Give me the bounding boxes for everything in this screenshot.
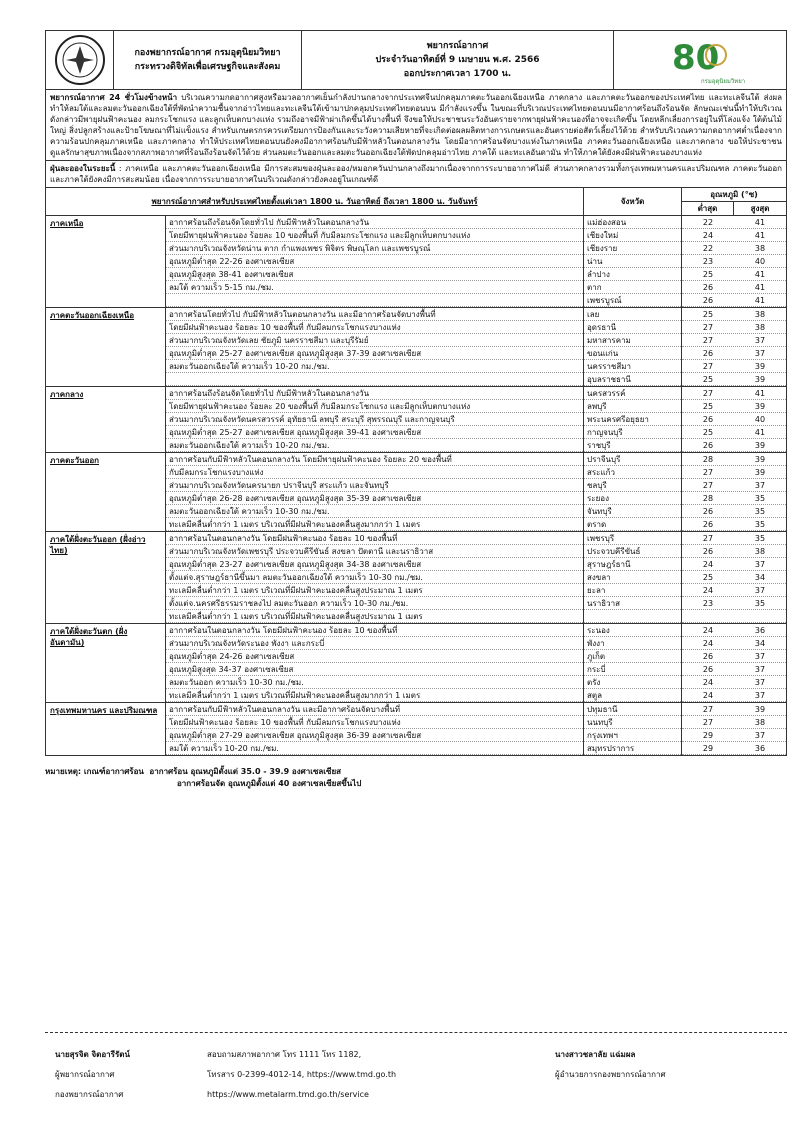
province-name: อุบลราชธานี xyxy=(584,373,681,386)
description-line: อากาศร้อนกับมีฟ้าหลัวในตอนกลางวัน และมีอากาศร้อนจัดบางพื้นที่ xyxy=(166,703,583,716)
province-column xyxy=(584,387,682,452)
temperature-column xyxy=(682,308,786,386)
province-name: เพชรบุรี xyxy=(584,532,681,545)
contact-fax-web: โทรสาร 0-2399-4012-14, https://www.tmd.go.th xyxy=(207,1070,397,1079)
max-temp: 39 xyxy=(754,402,766,411)
description-line: ทะเลมีคลื่นต่ำกว่า 1 เมตร บริเวณที่มีฝนฟ้าคะนองคลื่นสูงมากกว่า 1 เมตร xyxy=(166,518,583,531)
province-name: สมุทรปราการ xyxy=(584,742,681,755)
table-title: พยากรณ์อากาศสำหรับประเทศไทยตั้งแต่เวลา 1800 น. วันอาทิตย์ ถึงเวลา 1800 น. วันจันทร์ xyxy=(46,188,584,215)
min-temp xyxy=(682,610,734,622)
description-line: ลมใต้ ความเร็ว 5-15 กม./ชม. xyxy=(166,281,583,294)
min-temp: 25 xyxy=(702,375,714,384)
region-name: ภาคใต้ฝั่งตะวันออก (ฝั่งอ่าวไทย) xyxy=(46,532,166,623)
min-temp: 24 xyxy=(702,678,714,687)
province-name: นราธิวาส xyxy=(584,597,681,610)
description-line: โดยมีพายุฝนฟ้าคะนอง ร้อยละ 20 ของพื้นที่ กับมีลมกระโชกแรง และมีลูกเห็บตกบางแห่ง xyxy=(166,400,583,413)
note-label: หมายเหตุ: เกณฑ์อากาศร้อน xyxy=(45,767,144,776)
min-temp: 26 xyxy=(702,415,714,424)
temperature-row xyxy=(682,294,786,307)
document-title: พยากรณ์อากาศ xyxy=(426,41,489,51)
director-role: ผู้อำนวยการกองพยากรณ์อากาศ xyxy=(555,1070,666,1079)
summary-text: บริเวณความกดอากาศสูงหรือมวลอากาศเย็นกำลังปานกลางจากประเทศจีนปกคลุมภาคตะวันออกเฉียงเหนือ ภาคกลาง และภาคตะวันออกของประเทศไทย และทะเลจีนใต้ ส่งผลทำให้ลมใต้และลมตะวันออกเฉียงใต้ที่พัดนำความชื้นจากอ่าวไทยและทะเลจีนใต้เข้ามาปกคลุมประเทศไทยตอนบน มีกำลังแรงขึ้น ในขณะที่บริเวณประเทศไทยตอนบนมีอากาศร้อนถึงร้อนจัด ลักษณะเช่นนี้ทำให้บริเวณดังกล่าวมีพายุฝนฟ้าคะนอง ลมกระโชกแรง และลูกเห็บตกบางแห่ง รวมถึงอาจมีฟ้าผ่าเกิดขึ้นได้บางพื้นที่ จึงขอให้ประชาชนระวังอันตรายจากพายุฝนฟ้าคะนองที่อาจจะเกิดขึ้น โดยหลีกเลี่ยงการอยู่ในที่โล่งแจ้ง ใต้ต้นไม้ใหญ่ สิ่งปลูกสร้างและป้ายโฆษณาที่ไม่แข็งแรง สำหรับเกษตรกรควรเตรียมการป้องกันและระวังความเสียหายที่จะเกิดต่อผลผลิตทางการเกษตรและอันตรายต่อสัตว์เลี้ยงไว้ด้วย สำหรับบริเวณความกดอากาศต่ำเนื่องจากความร้อนปกคลุมภาคเหนือ และภาคกลาง ทำให้ประเทศไทยตอนบนยังคงมีอากาศร้อนกับมีฟ้าหลัวในตอนกลางวัน โดยมีอากาศร้อนจัดบางแห่งในภาคเหนือ ภาคตะวันออกเฉียงเหนือ และภาคกลาง ขอให้ประชาชนดูแลรักษาสุขภาพเนื่องจากสภาพอากาศที่ร้อนถึงร้อนจัดไว้ด้วย ส่วนลมตะวันออกและลมตะวันออกเฉียงใต้พัดปกคลุมอ่าวไทย ภาคใต้ และทะเลอันดามัน ทำให้ภาคใต้ยังคงมีฝนฟ้าคะนองบางแห่ง xyxy=(50,93,783,157)
min-temp: 27 xyxy=(702,389,714,398)
province-name: จันทบุรี xyxy=(584,505,681,518)
description-line: ตั้งแต่จ.สุราษฎร์ธานีขึ้นมา ลมตะวันออกเฉียงใต้ ความเร็ว 10-30 กม./ชม. xyxy=(166,571,583,584)
description-line: อากาศร้อนถึงร้อนจัดโดยทั่วไป กับมีฟ้าหลัวในตอนกลางวัน xyxy=(166,216,583,229)
province-name: ชลบุรี xyxy=(584,479,681,492)
region-row xyxy=(46,453,786,532)
region-row xyxy=(46,624,786,703)
forecast-document xyxy=(45,30,787,790)
province-column xyxy=(584,703,682,755)
region-row xyxy=(46,703,786,755)
temperature-row xyxy=(682,268,786,281)
max-temp: 37 xyxy=(754,586,766,595)
forecaster-dept: กองพยากรณ์อากาศ xyxy=(55,1090,124,1099)
min-temp: 27 xyxy=(702,323,714,332)
province-column xyxy=(584,308,682,386)
summary-paragraph xyxy=(45,90,787,161)
max-temp: 36 xyxy=(754,744,766,753)
province-column xyxy=(584,453,682,531)
max-temp: 37 xyxy=(754,349,766,358)
max-temp: 41 xyxy=(754,296,766,305)
province-name: เลย xyxy=(584,308,681,321)
description-line: ส่วนมากบริเวณจังหวัดนครสวรรค์ อุทัยธานี ลพบุรี สระบุรี สุพรรณบุรี และกาญจนบุรี xyxy=(166,413,583,426)
province-name: ปทุมธานี xyxy=(584,703,681,716)
region-description xyxy=(166,532,584,623)
contact-phone: สอบถามสภาพอากาศ โทร 1111 โทร 1182, xyxy=(207,1050,362,1059)
province-name: แม่ฮ่องสอน xyxy=(584,216,681,229)
province-name: เพชรบูรณ์ xyxy=(584,294,681,307)
region-row xyxy=(46,216,786,308)
max-temp: 35 xyxy=(754,520,766,529)
province-name xyxy=(584,610,681,623)
description-line: โดยมีฝนฟ้าคะนอง ร้อยละ 10 ของพื้นที่ กับมีลมกระโชกแรงบางแห่ง xyxy=(166,321,583,334)
max-temp: 40 xyxy=(754,257,766,266)
province-name: กระบี่ xyxy=(584,663,681,676)
min-temp: 23 xyxy=(702,257,714,266)
temperature-row xyxy=(682,624,786,637)
province-name: ลำปาง xyxy=(584,268,681,281)
min-temp: 26 xyxy=(702,520,714,529)
province-name: ระยอง xyxy=(584,492,681,505)
document-header xyxy=(45,30,787,90)
province-name: ราชบุรี xyxy=(584,439,681,452)
temperature-row xyxy=(682,558,786,571)
temperature-column xyxy=(682,453,786,531)
province-name: ระนอง xyxy=(584,624,681,637)
temperature-row xyxy=(682,505,786,518)
province-name: เชียงใหม่ xyxy=(584,229,681,242)
description-line: ทะเลมีคลื่นต่ำกว่า 1 เมตร บริเวณที่มีฝนฟ้าคะนองคลื่นสูงมากกว่า 1 เมตร xyxy=(166,689,583,702)
min-temp: 23 xyxy=(702,599,714,608)
max-temp: 37 xyxy=(754,665,766,674)
temperature-row xyxy=(682,229,786,242)
temperature-row xyxy=(682,308,786,321)
org-line-1: กองพยากรณ์อากาศ กรมอุตุนิยมวิทยา xyxy=(134,48,281,58)
description-line xyxy=(166,373,583,386)
temp-header-label: อุณหภูมิ (°ซ) xyxy=(710,190,758,199)
min-temp: 26 xyxy=(702,547,714,556)
temperature-row xyxy=(682,242,786,255)
region-name: ภาคกลาง xyxy=(46,387,166,452)
temperature-row xyxy=(682,663,786,676)
province-name: ตาก xyxy=(584,281,681,294)
province-column xyxy=(584,532,682,623)
description-line: ทะเลมีคลื่นต่ำกว่า 1 เมตร บริเวณที่มีฝนฟ้าคะนองคลื่นสูงประมาณ 1 เมตร xyxy=(166,610,583,623)
temperature-row xyxy=(682,321,786,334)
description-line: อากาศร้อนถึงร้อนจัดโดยทั่วไป กับมีฟ้าหลัวในตอนกลางวัน xyxy=(166,387,583,400)
province-column xyxy=(584,624,682,702)
contact-service-link[interactable]: https://www.metalarm.tmd.go.th/service xyxy=(207,1090,369,1099)
region-row xyxy=(46,308,786,387)
description-line: อุณหภูมิสูงสุด 34-37 องศาเซลเซียส xyxy=(166,663,583,676)
min-temp: 26 xyxy=(702,283,714,292)
dust-lead: ฝุ่นละอองในระยะนี้ xyxy=(50,164,116,173)
temperature-row xyxy=(682,729,786,742)
min-temp: 25 xyxy=(702,270,714,279)
max-temp: 38 xyxy=(754,718,766,727)
province-name: นครราชสีมา xyxy=(584,360,681,373)
temperature-column xyxy=(682,387,786,452)
description-line: อุณหภูมิต่ำสุด 22-26 องศาเซลเซียส xyxy=(166,255,583,268)
region-name: ภาคตะวันออกเฉียงเหนือ xyxy=(46,308,166,386)
forecaster-name: นายสุรจิต จิตอารีรัตน์ xyxy=(55,1050,130,1059)
logo-text: กรมอุตุนิยมวิทยา xyxy=(701,78,746,85)
max-temp: 37 xyxy=(754,691,766,700)
max-header: สูงสุด xyxy=(750,204,770,213)
province-name: สุราษฎร์ธานี xyxy=(584,558,681,571)
temperature-row xyxy=(682,518,786,531)
temperature-column xyxy=(682,624,786,702)
temperature-row xyxy=(682,584,786,597)
summary-lead: พยากรณ์อากาศ 24 ชั่วโมงข้างหน้า xyxy=(50,93,178,102)
description-line: ลมตะวันออกเฉียงใต้ ความเร็ว 10-20 กม./ชม. xyxy=(166,360,583,373)
max-temp: 41 xyxy=(754,389,766,398)
temperature-row xyxy=(682,637,786,650)
min-temp: 26 xyxy=(702,349,714,358)
min-temp: 27 xyxy=(702,468,714,477)
max-temp: 40 xyxy=(754,415,766,424)
min-temp: 24 xyxy=(702,560,714,569)
province-name: สระแก้ว xyxy=(584,466,681,479)
temperature-row xyxy=(682,439,786,452)
description-line: อากาศร้อนในตอนกลางวัน โดยมีฝนฟ้าคะนอง ร้อยละ 10 ของพื้นที่ xyxy=(166,624,583,637)
temperature-row xyxy=(682,466,786,479)
temperature-row xyxy=(682,689,786,702)
temperature-row xyxy=(682,703,786,716)
province-name: นนทบุรี xyxy=(584,716,681,729)
min-temp: 25 xyxy=(702,428,714,437)
province-name: พระนครศรีอยุธยา xyxy=(584,413,681,426)
note-block xyxy=(45,766,787,790)
temperature-row xyxy=(682,413,786,426)
province-name: น่าน xyxy=(584,255,681,268)
description-line: ลมตะวันออก ความเร็ว 10-30 กม./ชม. xyxy=(166,676,583,689)
max-temp: 35 xyxy=(754,507,766,516)
org-line-2: กระทรวงดิจิทัลเพื่อเศรษฐกิจและสังคม xyxy=(134,62,281,72)
province-name: อุดรธานี xyxy=(584,321,681,334)
description-line: ทะเลมีคลื่นต่ำกว่า 1 เมตร บริเวณที่มีฝนฟ้าคะนองคลื่นสูงประมาณ 1 เมตร xyxy=(166,584,583,597)
dust-paragraph xyxy=(45,161,787,188)
min-temp: 26 xyxy=(702,296,714,305)
temperature-column xyxy=(682,216,786,307)
province-name: กรุงเทพฯ xyxy=(584,729,681,742)
province-name: สงขลา xyxy=(584,571,681,584)
max-temp: 37 xyxy=(754,560,766,569)
min-temp: 26 xyxy=(702,507,714,516)
description-line: ลมตะวันออกเฉียงใต้ ความเร็ว 10-30 กม./ชม. xyxy=(166,505,583,518)
description-line: ส่วนมากบริเวณจังหวัดเพชรบุรี ประจวบคีรีขันธ์ สงขลา ปัตตานี และนราธิวาส xyxy=(166,545,583,558)
max-temp: 38 xyxy=(754,310,766,319)
province-name: พังงา xyxy=(584,637,681,650)
max-temp: 38 xyxy=(754,547,766,556)
description-line: อุณหภูมิต่ำสุด 26-28 องศาเซลเซียส อุณหภูมิสูงสุด 35-39 องศาเซลเซียส xyxy=(166,492,583,505)
province-name: นครสวรรค์ xyxy=(584,387,681,400)
min-temp: 25 xyxy=(702,310,714,319)
temperature-row xyxy=(682,281,786,294)
description-line: ส่วนมากบริเวณจังหวัดระนอง พังงา และกระบี่ xyxy=(166,637,583,650)
temperature-row xyxy=(682,597,786,610)
temperature-row xyxy=(682,545,786,558)
province-name: ปราจีนบุรี xyxy=(584,453,681,466)
province-name: สตูล xyxy=(584,689,681,702)
min-temp: 24 xyxy=(702,626,714,635)
description-line: อากาศร้อนกับมีฟ้าหลัวในตอนกลางวัน โดยมีพายุฝนฟ้าคะนอง ร้อยละ 20 ของพื้นที่ xyxy=(166,453,583,466)
temperature-row xyxy=(682,453,786,466)
min-temp: 28 xyxy=(702,494,714,503)
max-temp: 35 xyxy=(754,599,766,608)
temperature-row xyxy=(682,334,786,347)
min-temp: 24 xyxy=(702,691,714,700)
min-temp: 25 xyxy=(702,573,714,582)
temperature-row xyxy=(682,387,786,400)
region-name: กรุงเทพมหานคร และปริมณฑล xyxy=(46,703,166,755)
description-line: อุณหภูมิต่ำสุด 27-29 องศาเซลเซียส อุณหภูมิสูงสุด 36-39 องศาเซลเซียส xyxy=(166,729,583,742)
temperature-column xyxy=(682,532,786,623)
max-temp: 37 xyxy=(754,731,766,740)
temperature-row xyxy=(682,676,786,689)
description-line: ลมใต้ ความเร็ว 10-20 กม./ชม. xyxy=(166,742,583,755)
province-column xyxy=(584,216,682,307)
region-description xyxy=(166,453,584,531)
dust-text: : ภาคเหนือ และภาคตะวันออกเฉียงเหนือ มีการสะสมของฝุ่นละออง/หมอกควันปานกลางถึงมากเนื่องจากการระบายอากาศไม่ดี ส่วนภาคกลางรวมทั้งกรุงเทพมหานครและปริมณฑล ภาคตะวันออกและภาคใต้ยังคงมีการสะสมน้อย เนื่องจากการระบายอากาศในบริเวณดังกล่าวยังคงอยู่ในเกณฑ์ดี xyxy=(50,164,783,184)
tmd-seal-logo xyxy=(46,31,114,89)
forecast-table xyxy=(45,188,787,756)
province-name: ยะลา xyxy=(584,584,681,597)
table-header xyxy=(46,188,786,216)
region-description xyxy=(166,308,584,386)
temperature-row xyxy=(682,255,786,268)
description-line: โดยมีฝนฟ้าคะนอง ร้อยละ 10 ของพื้นที่ กับมีลมกระโชกแรงบางแห่ง xyxy=(166,716,583,729)
temperature-row xyxy=(682,532,786,545)
max-temp: 34 xyxy=(754,639,766,648)
description-line: ลมตะวันออกเฉียงใต้ ความเร็ว 10-20 กม./ชม. xyxy=(166,439,583,452)
max-temp: 38 xyxy=(754,244,766,253)
region-row xyxy=(46,532,786,624)
temperature-row xyxy=(682,216,786,229)
province-name: ตรัง xyxy=(584,676,681,689)
note-line-1: อากาศร้อน อุณหภูมิตั้งแต่ 35.0 - 39.9 องศาเซลเซียส xyxy=(149,767,342,776)
description-line: ส่วนมากบริเวณจังหวัดเลย ชัยภูมิ นครราชสีมา และบุรีรัมย์ xyxy=(166,334,583,347)
anniversary-logo xyxy=(614,31,788,89)
description-line: อุณหภูมิสูงสุด 38-41 องศาเซลเซียส xyxy=(166,268,583,281)
temperature-row xyxy=(682,347,786,360)
min-temp: 22 xyxy=(702,244,714,253)
temperature-row xyxy=(682,479,786,492)
region-name: ภาคตะวันออก xyxy=(46,453,166,531)
min-temp: 24 xyxy=(702,586,714,595)
region-rows xyxy=(46,216,786,755)
min-temp: 27 xyxy=(702,481,714,490)
document-footer xyxy=(55,1045,755,1105)
region-name: ภาคเหนือ xyxy=(46,216,166,307)
max-temp: 39 xyxy=(754,705,766,714)
max-temp: 41 xyxy=(754,428,766,437)
logo-number: 80 xyxy=(672,38,720,78)
description-line: อุณหภูมิต่ำสุด 24-26 องศาเซลเซียส xyxy=(166,650,583,663)
temperature-row xyxy=(682,492,786,505)
min-temp: 24 xyxy=(702,231,714,240)
forecaster-role: ผู้พยากรณ์อากาศ xyxy=(55,1070,115,1079)
region-name: ภาคใต้ฝั่งตะวันตก (ฝั่งอันดามัน) xyxy=(46,624,166,702)
description-line: กับมีลมกระโชกแรงบางแห่ง xyxy=(166,466,583,479)
temperature-row xyxy=(682,373,786,386)
max-temp: 39 xyxy=(754,362,766,371)
temperature-column xyxy=(682,703,786,755)
description-line xyxy=(166,294,583,307)
province-name: มหาสารคาม xyxy=(584,334,681,347)
max-temp: 41 xyxy=(754,218,766,227)
region-row xyxy=(46,387,786,453)
min-temp: 25 xyxy=(702,402,714,411)
max-temp: 35 xyxy=(754,534,766,543)
temperature-row xyxy=(682,742,786,755)
temperature-row xyxy=(682,716,786,729)
max-temp: 41 xyxy=(754,231,766,240)
min-temp: 27 xyxy=(702,534,714,543)
province-header: จังหวัด xyxy=(584,188,682,215)
min-temp: 29 xyxy=(702,744,714,753)
min-temp: 26 xyxy=(702,665,714,674)
max-temp: 39 xyxy=(754,468,766,477)
max-temp: 36 xyxy=(754,626,766,635)
min-header: ต่ำสุด xyxy=(682,202,734,215)
max-temp xyxy=(734,610,786,622)
max-temp: 37 xyxy=(754,652,766,661)
temperature-row xyxy=(682,400,786,413)
province-name: ภูเก็ต xyxy=(584,650,681,663)
max-temp: 39 xyxy=(754,455,766,464)
max-temp: 39 xyxy=(754,375,766,384)
max-temp: 34 xyxy=(754,573,766,582)
max-temp: 39 xyxy=(754,441,766,450)
organization-name xyxy=(114,31,302,89)
issue-time: ออกประกาศเวลา 1700 น. xyxy=(403,69,512,79)
min-temp: 26 xyxy=(702,652,714,661)
temperature-header xyxy=(682,188,786,215)
province-name: ลพบุรี xyxy=(584,400,681,413)
min-temp: 22 xyxy=(702,218,714,227)
description-line: ส่วนมากบริเวณจังหวัดนครนายก ปราจีนบุรี สระแก้ว และจันทบุรี xyxy=(166,479,583,492)
document-title-block xyxy=(302,31,614,89)
max-temp: 37 xyxy=(754,481,766,490)
min-temp: 27 xyxy=(702,336,714,345)
region-description xyxy=(166,624,584,702)
region-description xyxy=(166,216,584,307)
min-temp: 29 xyxy=(702,731,714,740)
description-line: อากาศร้อนในตอนกลางวัน โดยมีฝนฟ้าคะนอง ร้อยละ 10 ของพื้นที่ xyxy=(166,532,583,545)
description-line: อุณหภูมิต่ำสุด 25-27 องศาเซลเซียส อุณหภูมิสูงสุด 39-41 องศาเซลเซียส xyxy=(166,426,583,439)
min-temp: 26 xyxy=(702,441,714,450)
max-temp: 37 xyxy=(754,336,766,345)
max-temp: 38 xyxy=(754,323,766,332)
max-temp: 37 xyxy=(754,678,766,687)
temperature-row xyxy=(682,360,786,373)
max-temp: 41 xyxy=(754,270,766,279)
temperature-row xyxy=(682,650,786,663)
province-name: ขอนแก่น xyxy=(584,347,681,360)
min-temp: 28 xyxy=(702,455,714,464)
max-temp: 35 xyxy=(754,494,766,503)
min-temp: 27 xyxy=(702,362,714,371)
description-line: ตั้งแต่จ.นครศรีธรรมราชลงไป ลมตะวันออก ความเร็ว 10-30 กม./ชม. xyxy=(166,597,583,610)
temperature-row xyxy=(682,571,786,584)
province-name: กาญจนบุรี xyxy=(584,426,681,439)
min-temp: 27 xyxy=(702,718,714,727)
director-name: นางสาวชลาลัย แฉ่มผล xyxy=(555,1050,636,1059)
description-line: ส่วนมากบริเวณจังหวัดน่าน ตาก กำแพงเพชร พิจิตร พิษณุโลก และเพชรบูรณ์ xyxy=(166,242,583,255)
min-temp: 24 xyxy=(702,639,714,648)
province-name: ประจวบคีรีขันธ์ xyxy=(584,545,681,558)
temperature-row xyxy=(682,426,786,439)
max-temp: 41 xyxy=(754,283,766,292)
province-name: เชียงราย xyxy=(584,242,681,255)
description-line: อุณหภูมิต่ำสุด 25-27 องศาเซลเซียส อุณหภูมิสูงสุด 37-39 องศาเซลเซียส xyxy=(166,347,583,360)
document-date: ประจำวันอาทิตย์ที่ 9 เมษายน พ.ศ. 2566 xyxy=(375,55,540,65)
region-description xyxy=(166,703,584,755)
note-line-2: อากาศร้อนจัด อุณหภูมิตั้งแต่ 40 องศาเซลเซียสขึ้นไป xyxy=(177,779,362,788)
province-name: ตราด xyxy=(584,518,681,531)
description-line: อากาศร้อนโดยทั่วไป กับมีฟ้าหลัวในตอนกลางวัน และมีอากาศร้อนจัดบางพื้นที่ xyxy=(166,308,583,321)
footer-divider xyxy=(45,1032,787,1033)
description-line: อุณหภูมิต่ำสุด 23-27 องศาเซลเซียส อุณหภูมิสูงสุด 34-38 องศาเซลเซียส xyxy=(166,558,583,571)
region-description xyxy=(166,387,584,452)
temperature-row xyxy=(682,610,786,623)
description-line: โดยมีพายุฝนฟ้าคะนอง ร้อยละ 10 ของพื้นที่ กับมีลมกระโชกแรง และมีลูกเห็บตกบางแห่ง xyxy=(166,229,583,242)
min-temp: 27 xyxy=(702,705,714,714)
